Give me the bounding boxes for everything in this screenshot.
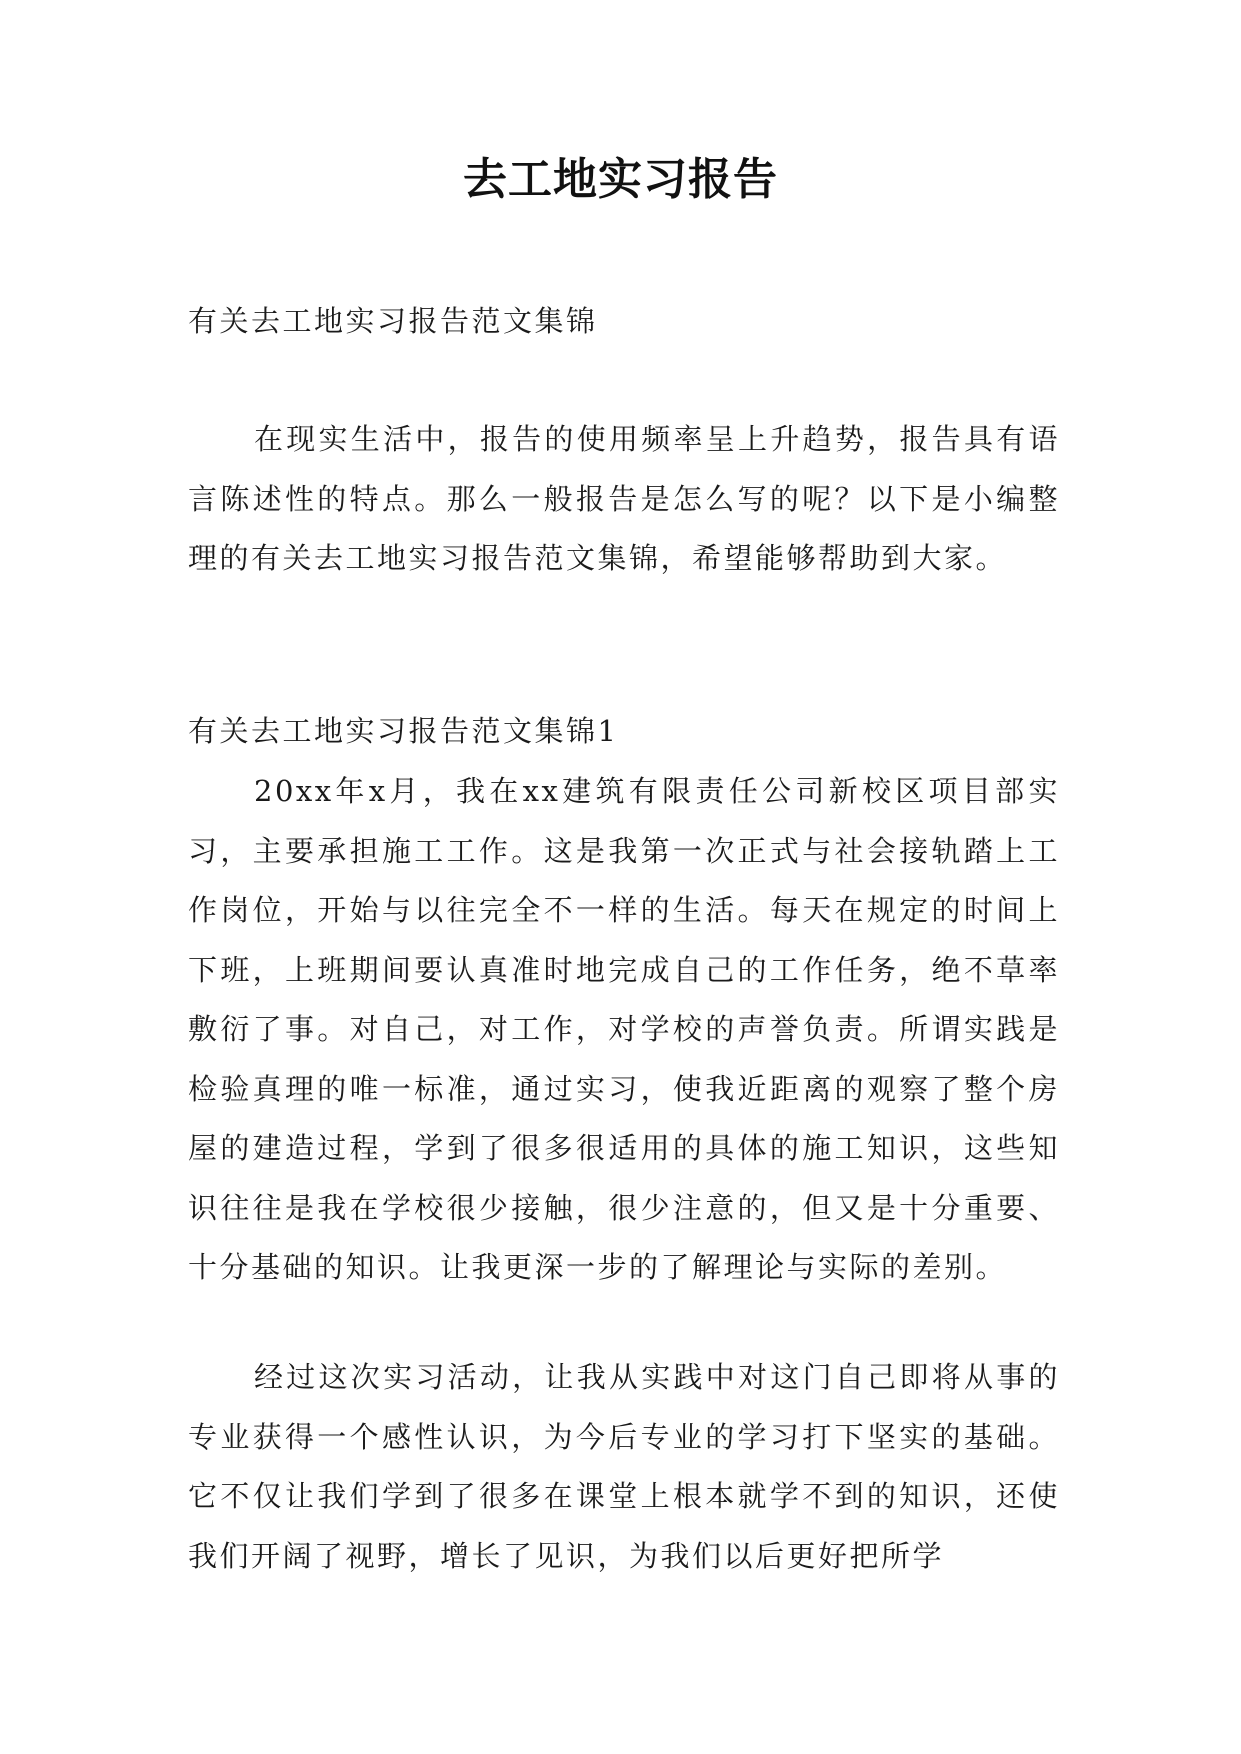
document-subtitle: 有关去工地实习报告范文集锦 xyxy=(188,304,598,338)
body-paragraph-1: 20xx年x月，我在xx建筑有限责任公司新校区项目部实习，主要承担施工工作。这是我第一次正式与社会接轨踏上工作岗位，开始与以往完全不一样的生活。每天在规定的时间上下班，上班期间要认真准时地完成自己的工作任务，绝不草率敷衍了事。对自己，对工作，对学校的声誉负责。所谓实践是检验真理的唯一标准，通过实习，使我近距离的观察了整个房屋的建造过程，学到了很多很适用的具体的施工知识，这些知识往往是我在学校很少接触，很少注意的，但又是十分重要、十分基础的知识。让我更深一步的了解理论与实际的差别。 xyxy=(188,774,1060,1284)
document-title: 去工地实习报告 xyxy=(463,154,778,205)
intro-paragraph: 在现实生活中，报告的使用频率呈上升趋势，报告具有语言陈述性的特点。那么一般报告是怎么写的呢？以下是小编整理的有关去工地实习报告范文集锦，希望能够帮助到大家。 xyxy=(188,422,1060,575)
body-paragraph-2: 经过这次实习活动，让我从实践中对这门自己即将从事的专业获得一个感性认识，为今后专业的学习打下坚实的基础。它不仅让我们学到了很多在课堂上根本就学不到的知识，还使我们开阔了视野，增长了见识，为我们以后更好把所学 xyxy=(188,1360,1060,1573)
section-heading: 有关去工地实习报告范文集锦1 xyxy=(188,714,619,748)
